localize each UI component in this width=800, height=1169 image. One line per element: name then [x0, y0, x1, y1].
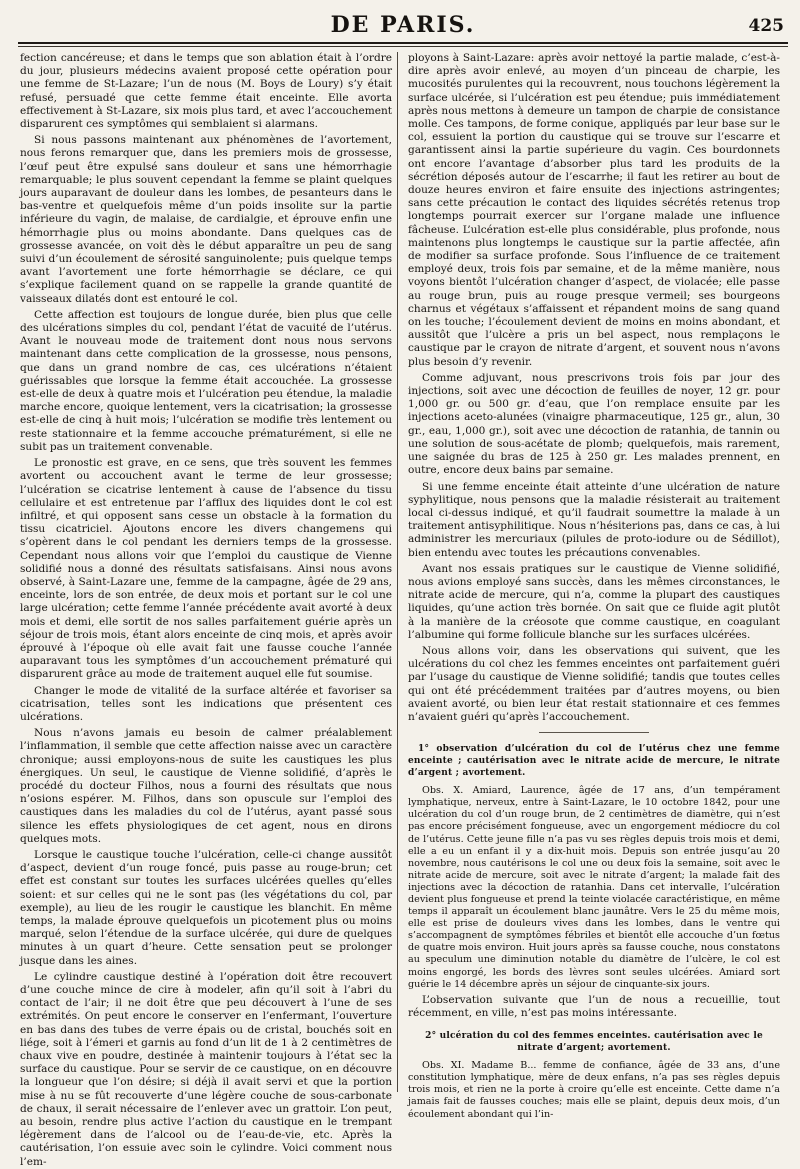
page-header [18, 8, 788, 44]
paragraph: Comme adjuvant, nous prescrivons trois fois par jour des injections, soit avec une décoction de feuilles de noyer, 12 gr. pour 1,000 gr. ou 500 gr. d’eau, que l’on remplace ensuite par les injections aceto-alunées (vinaigre pharmaceutique, 125 gr., alun, 30 gr., eau, 1,000 gr.), soit avec une décoction de ratanhia, de tannin ou une solution de sous-acétate de plomb; quelquefois, mais rarement, une saignée du bras de 125 à 250 gr. Les malades prennent, en outre, encore deux bains par semaine. [408, 371, 780, 477]
section-separator [539, 732, 649, 733]
paragraph: Si nous passons maintenant aux phénomènes de l’avortement, nous ferons remarquer que, dans les premiers mois de grossesse, l’œuf peut être expulsé sans douleur et sans une hémorrhagie remarquable; le plus souvent cependant la femme se plaint quelques jours auparavant de douleur dans les lombes, de pesanteurs dans le bas-ventre et quelquefois même d’un poids insolite sur la partie inférieure du vagin, de malaise, de cardialgie, et éprouve enfin une hémorrhagie plus ou moins abondante. Dans quelques cas de grossesse avancée, on voit dès le début apparaître un peu de sang suivi d’un écoulement de sérosité sanguinolente; puis quelque temps avant l’avortement une forte hémorrhagie se déclare, ce qui s’explique facilement quand on se rappelle la grande quantité de vaisseaux dilatés dont est entouré le col. [20, 134, 392, 305]
paragraph: Si une femme enceinte était atteinte d’une ulcération de nature syphylitique, nous pensons que la maladie résisterait au traitement local ci-dessus indiqué, et qu’il faudrait soumettre la malade à un traitement antisyphilitique. Nous n’hésiterions pas, dans ce cas, à lui administrer les mercuriaux (pilules de proto-iodure ou de Sédillot), bien entendu avec toutes les précautions convenables. [408, 480, 780, 559]
column-divider [397, 52, 398, 1092]
paragraph: L’observation suivante que l’un de nous a recueillie, tout récemment, en ville, n’est pas moins intéressante. [408, 993, 780, 1019]
paragraph: Changer le mode de vitalité de la surface altérée et favoriser sa cicatrisation, telles sont les indications que présentent ces ulcérations. [20, 684, 392, 723]
observation-heading: 1° observation d’ulcération du col de l’utérus chez une femme enceinte ; cautérisation avec le nitrate acide de mercure, le nitrate d’argent ; avortement. [408, 744, 780, 779]
left-column [20, 52, 392, 1168]
paragraph: Le cylindre caustique destiné à l’opération doit être recouvert d’une couche mince de cire à modeler, afin qu’il soit à l’abri du contact de l’air; il ne doit être que peu découvert à l’une de ses extrémités. On peut encore le conserver en l’enfermant, l’ouverture en bas dans des tubes de verre épais ou de cristal, bouchés soit en liége, soit à l’émeri et garnis au fond d’un lit de 1 à 2 centimètres de chaux vive en poudre, destinée à maintenir toujours à l’état sec la surface du caustique. Pour se servir de ce caustique, on en découvre la longueur que l’on désire; si déjà il avait servi et que la portion mise à nu se fût recouverte d’une légère couche de sous-carbonate de chaux, il serait nécessaire de l’enlever avec un grattoir. L’on peut, au besoin, rendre plus active l’action du caustique en le trempant légèrement dans de l’alcool ou de l’eau-de-vie, etc. Après la cautérisation, l’on essuie avec soin le cylindre. Voici comment nous l’em- [20, 970, 392, 1168]
page-title: DE PARIS. [330, 12, 476, 38]
paragraph: Avant nos essais pratiques sur le caustique de Vienne solidifié, nous avions employé sans succès, dans les mêmes circonstances, le nitrate acide de mercure, qui n’a, comme la plupart des caustiques liquides, qu’une action très bornée. On sait que ce fluide agit plutôt à la manière de la créosote que comme caustique, en coagulant l’albumine qui forme follicule blanche sur les surfaces ulcérées. [408, 562, 780, 641]
header-rule [18, 46, 788, 47]
paragraph: fection cancéreuse; et dans le temps que son ablation était à l’ordre du jour, plusieurs médecins avaient proposé cette opération pour une femme de St-Lazare; l’un de nous (M. Boys de Loury) s’y était refusé, persuadé que cette femme était enceinte. Elle avorta effectivement à St-Lazare, six mois plus tard, et avec l’accouchement disparurent ces symptômes qui semblaient si alarmans. [20, 52, 392, 131]
page-number: 425 [748, 16, 784, 36]
paragraph: ployons à Saint-Lazare: après avoir nettoyé la partie malade, c’est-à-dire après avoir enlevé, au moyen d’un pinceau de charpie, les mucosités purulentes qui la recouvrent, nous touchons légèrement la surface ulcérée, si l’ulcération est peu étendue; puis immédiatement après nous mettons à demeure un tampon de charpie de consistance molle. Ces tampons, de forme conique, appliqués par leur base sur le col, essuient la portion du caustique qui se trouve sur l’escarre et garantissent ainsi la partie supérieure du vagin. Ces bourdonnets ont encore l’avantage d’absorber plus tard les produits de la sécrétion déposés autour de l’escarrhe; il faut les retirer au bout de douze heures environ et faire ensuite des injections astringentes; sans cette précaution le contact des liquides sécrétés retenus trop longtemps pourrait exercer sur l’organe malade une influence fâcheuse. L’ulcération est-elle plus considérable, plus profonde, nous maintenons plus longtemps le caustique sur la partie affectée, afin de modifier sa surface profonde. Sous l’influence de ce traitement employé deux, trois fois par semaine, et de la même manière, nous voyons bientôt l’ulcération changer d’aspect, de violacée; elle passe au rouge brun, puis au rouge presque vermeil; ses bourgeons charnus et végétaux s’affaissent et répandent moins de sang quand on les touche; l’écoulement devient de moins en moins abondant, et aussitôt que l’ulcère a pris un bel aspect, nous remplaçons le caustique par le crayon de nitrate d’argent, et souvent nous n’avons plus besoin d’y revenir. [408, 52, 780, 368]
paragraph: Nous n’avons jamais eu besoin de calmer préalablement l’inflammation, il semble que cette affection naisse avec un caractère chronique; aussi employons-nous de suite les caustiques les plus énergiques. Un seul, le caustique de Vienne solidifié, d’après le procédé du docteur Filhos, nous a fourni des résultats que nous n’osions espérer. M. Filhos, dans son opuscule sur l’emploi des caustiques dans les maladies du col de l’utérus, ayant passé sous silence les effets physiologiques de cet agent, nous en dirons quelques mots. [20, 727, 392, 845]
right-column [408, 52, 780, 1120]
observation-heading: 2° ulcération du col des femmes enceintes. cautérisation avec le nitrate d’argent; avortement. [425, 1031, 763, 1054]
paragraph: Lorsque le caustique touche l’ulcération, celle-ci change aussitôt d’aspect, devient d’un rouge foncé, puis passe au rouge-brun; cet effet est constant sur toutes les surfaces ulcérées quelles qu’elles soient: et sur celles qui ne le sont pas (les végétations du col, par exemple), au lieu de les rougir le caustique les blanchit. En même temps, la malade éprouve quelquefois un picotement plus ou moins marqué, selon l’étendue de la surface ulcérée, qui dure de quelques minutes à un quart d’heure. Cette sensation peut se prolonger jusque dans les aines. [20, 848, 392, 967]
observation-text: Obs. XI. Madame B... femme de confiance, âgée de 33 ans, d’une constitution lymphatique, mère de deux enfans, n’a pas ses règles depuis trois mois, et rien ne la porte à croire qu’elle est enceinte. Cette dame n’a jamais fait de fausses couches; mais elle se plaint, depuis deux mois, d’un écoulement abondant qui l’in- [408, 1060, 780, 1120]
paragraph: Nous allons voir, dans les observations qui suivent, que les ulcérations du col chez les femmes enceintes ont parfaitement guéri par l’usage du caustique de Vienne solidifié; tandis que toutes celles qui ont été précédemment traitées par d’autres moyens, ou bien avaient avorté, ou bien leur état restait stationnaire et ces femmes n’avaient guéri qu’après l’accouchement. [408, 644, 780, 723]
paragraph: Cette affection est toujours de longue durée, bien plus que celle des ulcérations simples du col, pendant l’état de vacuité de l’utérus. Avant le nouveau mode de traitement dont nous nous servons maintenant dans cette complication de la grossesse, nous pensons, que dans un grand nombre de cas, ces ulcérations n’étaient guérissables que lorsque la femme était accouchée. La grossesse est-elle de deux à quatre mois et l’ulcération peu étendue, la maladie marche encore, quoique lentement, vers la cicatrisation; la grossesse est-elle de cinq à huit mois; l’ulcération se modifie très lentement ou reste stationnaire et la femme accouche prématurément, si elle ne subit pas un traitement convenable. [20, 308, 392, 453]
observation-text: Obs. X. Amiard, Laurence, âgée de 17 ans, d’un tempérament lymphatique, nerveux, entre à Saint-Lazare, le 10 octobre 1842, pour une ulcération du col d’un rouge brun, de 2 centimètres de diamètre, qui n’est pas encore précisément fongueuse, avec un engorgement médiocre du col de l’utérus. Cette jeune fille n’a pas vu ses règles depuis trois mois et demi, elle a eu un enfant il y a dix-huit mois. Depuis son entrée jusqu’au 20 novembre, nous cautérisons le col une ou deux fois la semaine, soit avec le nitrate acide de mercure, soit avec le nitrate d’argent; la malade fait des injections avec la décoction de ratanhia. Dans cet intervalle, l’ulcération devient plus fongueuse et prend la teinte violacée caractéristique, en même temps il apparaît un écoulement blanc jaunâtre. Vers le 25 du même mois, elle est prise de douleurs vives dans les lombes, dans le ventre qui s’accompagnent de symptômes fébriles et bientôt elle accouche d’un fœtus de quatre mois environ. Huit jours après sa fausse couche, nous constatons au speculum une diminution notable du diamètre de l’ulcère, le col est moins engorgé, les bords des lèvres sont seules ulcérées. Amiard sort guérie le 14 décembre après un séjour de cinquante-six jours. [408, 785, 780, 990]
paragraph: Le pronostic est grave, en ce sens, que très souvent les femmes avortent ou accouchent avant le terme de leur grossesse; l’ulcération se cicatrise lentement à cause de l’absence du tissu cellulaire et est entretenue par l’afflux des liquides dont le col est infiltré, et qui opposent sans cesse un obstacle à la formation du tissu cicatriciel. Ajoutons encore les divers changemens qui s’opèrent dans le col pendant les derniers temps de la grossesse. Cependant nous allons voir que l’emploi du caustique de Vienne solidifié nous a donné des résultats satisfaisans. Ainsi nous avons observé, à Saint-Lazare une, femme de la campagne, âgée de 29 ans, enceinte, lors de son entrée, de deux mois et portant sur le col une large ulcération; cette femme l’année précédente avait avorté à deux mois et demi, elle sortit de nos salles parfaitement guérie après un séjour de trois mois, étant alors enceinte de cinq mois, et après avoir éprouvé à l’époque où elle avait fait une fausse couche l’année auparavant tous les symptômes d’un accouchement prématuré qui disparurent grâce au mode de traitement auquel elle fut soumise. [20, 457, 392, 681]
